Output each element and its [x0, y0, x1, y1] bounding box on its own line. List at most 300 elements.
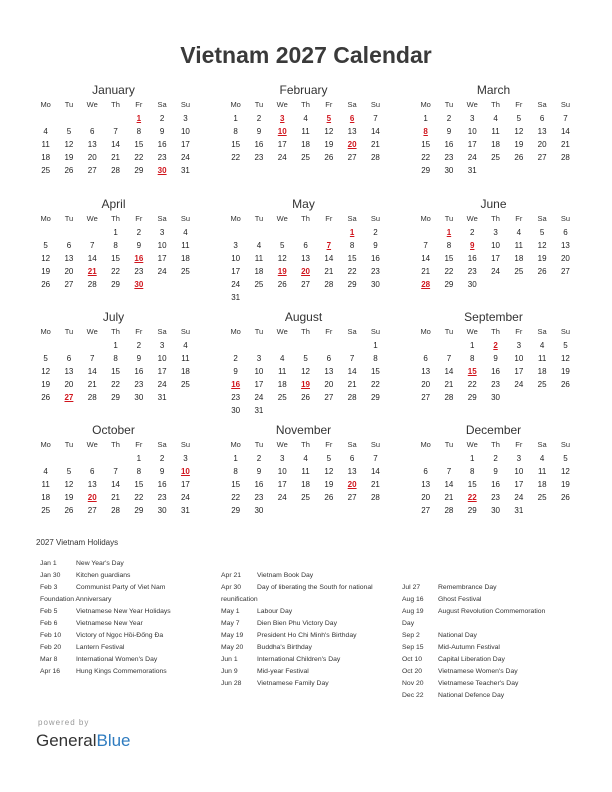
weekday-header: Sa	[347, 214, 357, 223]
day-cell: 26	[560, 380, 570, 389]
holiday-name: Day of liberating the South for national	[257, 584, 373, 591]
day-cell: 23	[491, 380, 500, 389]
page-title: Vietnam 2027 Calendar	[180, 42, 432, 68]
holiday-item	[221, 582, 373, 594]
day-cell: 25	[254, 280, 264, 289]
day-cell: 26	[324, 493, 334, 502]
day-cell: 15	[231, 140, 241, 149]
month-name: February	[279, 83, 328, 97]
holiday-item	[40, 618, 171, 630]
holiday-item	[221, 678, 373, 690]
day-cell: 8	[470, 354, 475, 363]
empty-day-cell	[271, 226, 294, 239]
month-name: September	[464, 310, 523, 324]
day-cell: 6	[539, 114, 545, 123]
brand-logo[interactable]	[36, 731, 131, 751]
day-cell: 11	[254, 254, 264, 263]
day-cell: 18	[277, 380, 287, 389]
weekday-header: Fr	[135, 440, 143, 449]
day-cell: 17	[254, 380, 264, 389]
weekday-header: Fr	[325, 327, 333, 336]
holiday-name: Vietnamese Family Day	[257, 680, 329, 687]
day-cell: 30	[467, 280, 477, 289]
holiday-date: Aug 16	[402, 596, 424, 603]
empty-day-cell	[34, 112, 57, 125]
day-cell: 25	[301, 493, 310, 502]
month-november	[226, 422, 381, 517]
day-cell: 24	[157, 380, 167, 389]
holiday-name: National Defence Day	[438, 692, 505, 699]
day-cell: 15	[467, 480, 477, 489]
holiday-name-continuation: Day	[402, 620, 415, 627]
holiday-day-cell: 28	[421, 280, 431, 289]
day-cell: 29	[134, 506, 144, 515]
holiday-day-cell: 16	[231, 380, 241, 389]
holiday-name: President Ho Chi Minh's Birthday	[257, 632, 357, 639]
day-cell: 9	[159, 467, 165, 476]
empty-day-cell	[81, 452, 104, 465]
day-cell: 20	[64, 380, 74, 389]
day-cell: 12	[514, 127, 524, 136]
day-cell: 29	[467, 506, 477, 515]
weekday-header: Fr	[515, 440, 523, 449]
day-cell: 19	[64, 153, 74, 162]
day-cell: 3	[516, 341, 522, 350]
holiday-day-cell: 30	[157, 166, 167, 175]
day-cell: 17	[157, 367, 167, 376]
day-cell: 31	[180, 166, 190, 175]
day-cell: 6	[303, 241, 308, 250]
day-cell: 9	[493, 467, 498, 476]
day-cell: 4	[516, 228, 522, 237]
holiday-name-continuation: reunification	[221, 596, 258, 603]
day-cell: 20	[324, 380, 334, 389]
day-cell: 7	[90, 354, 95, 363]
day-cell: 2	[159, 454, 165, 463]
holiday-item	[40, 666, 171, 678]
weekday-header: Sa	[537, 440, 547, 449]
day-cell: 28	[87, 393, 97, 402]
weekday-header: Sa	[537, 100, 547, 109]
weekday-header: Th	[491, 214, 500, 223]
holiday-name: Vietnamese New Year Holidays	[76, 608, 171, 615]
holiday-column	[221, 570, 373, 690]
day-cell: 15	[444, 254, 454, 263]
day-cell: 16	[491, 480, 500, 489]
month-january	[36, 82, 191, 177]
day-cell: 20	[537, 140, 547, 149]
day-cell: 27	[87, 506, 97, 515]
holiday-day-cell: 19	[301, 380, 310, 389]
month-february	[226, 82, 381, 164]
day-cell: 27	[347, 153, 357, 162]
weekday-header: Mo	[230, 327, 241, 336]
day-cell: 19	[514, 140, 524, 149]
holidays-title: 2027 Vietnam Holidays	[36, 538, 119, 547]
day-cell: 2	[373, 228, 378, 237]
month-name: January	[92, 83, 135, 97]
day-cell: 28	[560, 153, 570, 162]
holiday-day-cell: 22	[467, 493, 477, 502]
day-cell: 19	[41, 380, 51, 389]
day-cell: 29	[134, 166, 144, 175]
day-cell: 4	[183, 228, 188, 237]
weekday-header: Mo	[230, 100, 241, 109]
empty-day-cell	[247, 226, 270, 239]
holiday-date: Jul 27	[402, 584, 421, 591]
day-cell: 16	[157, 480, 167, 489]
day-cell: 11	[278, 367, 287, 376]
holiday-date: May 19	[221, 632, 244, 639]
day-cell: 8	[136, 127, 142, 136]
holiday-item	[402, 582, 545, 594]
weekday-header: Th	[111, 440, 120, 449]
day-cell: 2	[256, 454, 262, 463]
day-cell: 13	[64, 254, 74, 263]
day-cell: 17	[180, 140, 190, 149]
day-cell: 10	[491, 241, 500, 250]
day-cell: 17	[514, 480, 524, 489]
day-cell: 14	[347, 367, 357, 376]
day-cell: 24	[180, 493, 190, 502]
weekday-header: Sa	[347, 100, 357, 109]
empty-day-cell	[437, 452, 460, 465]
day-cell: 20	[421, 380, 431, 389]
month-name: November	[275, 423, 332, 437]
day-cell: 29	[231, 506, 241, 515]
day-cell: 2	[446, 114, 452, 123]
weekday-header: Tu	[254, 100, 264, 109]
day-cell: 21	[421, 267, 431, 276]
weekday-header: We	[276, 440, 288, 449]
day-cell: 9	[493, 354, 498, 363]
month-name: May	[292, 197, 315, 211]
day-cell: 10	[254, 367, 264, 376]
day-cell: 22	[421, 153, 431, 162]
day-cell: 3	[183, 114, 188, 123]
holiday-day-cell: 6	[349, 114, 355, 123]
day-cell: 25	[180, 267, 190, 276]
weekday-header: Th	[111, 327, 120, 336]
day-cell: 16	[370, 254, 380, 263]
holiday-day-cell: 1	[349, 228, 355, 237]
day-cell: 16	[467, 254, 477, 263]
holiday-item	[221, 630, 373, 642]
holiday-name: August Revolution Commemoration	[438, 608, 546, 615]
day-cell: 26	[64, 166, 74, 175]
holiday-item	[221, 654, 373, 666]
holiday-day-cell: 5	[326, 114, 332, 123]
holiday-date: Jan 30	[40, 572, 61, 579]
holiday-date: Oct 10	[402, 656, 423, 663]
holiday-date: Mar 8	[40, 656, 58, 663]
holiday-name: Dien Bien Phu Victory Day	[257, 620, 337, 627]
day-cell: 5	[563, 341, 568, 350]
empty-day-cell	[81, 112, 104, 125]
weekday-header: Fr	[515, 327, 523, 336]
day-cell: 28	[444, 393, 454, 402]
holiday-date: Apr 30	[221, 584, 242, 591]
weekday-header: Mo	[420, 440, 431, 449]
weekday-header: Sa	[157, 100, 167, 109]
day-cell: 23	[231, 393, 241, 402]
day-cell: 6	[90, 467, 95, 476]
weekday-header: Tu	[444, 100, 454, 109]
day-cell: 27	[421, 506, 431, 515]
day-cell: 12	[537, 241, 547, 250]
day-cell: 3	[470, 114, 475, 123]
day-cell: 14	[87, 254, 97, 263]
holiday-date: Jan 1	[40, 560, 57, 567]
weekday-header: Fr	[135, 214, 143, 223]
day-cell: 4	[539, 454, 545, 463]
month-day-grid	[34, 438, 191, 517]
weekday-header: Tu	[444, 214, 454, 223]
holiday-name-continuation: Foundation Anniversary	[40, 596, 112, 603]
day-cell: 10	[157, 241, 167, 250]
day-cell: 7	[373, 454, 378, 463]
day-cell: 11	[41, 480, 50, 489]
day-cell: 14	[111, 140, 120, 149]
empty-day-cell	[414, 339, 437, 352]
day-cell: 18	[301, 480, 310, 489]
weekday-header: We	[466, 327, 478, 336]
day-cell: 23	[491, 493, 500, 502]
holiday-day-cell: 8	[423, 127, 428, 136]
weekday-header: Mo	[420, 327, 431, 336]
day-cell: 5	[516, 114, 522, 123]
holiday-item	[402, 666, 545, 678]
day-cell: 18	[180, 367, 190, 376]
day-cell: 20	[87, 153, 97, 162]
month-april	[36, 196, 191, 291]
day-cell: 21	[370, 140, 380, 149]
holiday-item	[402, 642, 545, 654]
month-march	[416, 82, 571, 177]
holiday-name: Labour Day	[257, 608, 293, 615]
day-cell: 3	[159, 341, 165, 350]
empty-day-cell	[57, 452, 80, 465]
empty-day-cell	[34, 226, 57, 239]
day-cell: 6	[423, 467, 428, 476]
day-cell: 27	[301, 280, 310, 289]
holiday-date: May 20	[221, 644, 244, 651]
day-cell: 10	[514, 354, 524, 363]
weekday-header: Mo	[40, 214, 51, 223]
day-cell: 22	[467, 380, 477, 389]
day-cell: 12	[277, 254, 287, 263]
weekday-header: Fr	[135, 100, 143, 109]
holiday-date: Dec 22	[402, 692, 424, 699]
day-cell: 25	[491, 153, 500, 162]
day-cell: 16	[254, 480, 264, 489]
weekday-header: Fr	[325, 440, 333, 449]
empty-day-cell	[57, 339, 80, 352]
day-cell: 11	[181, 354, 190, 363]
day-cell: 6	[90, 127, 95, 136]
day-cell: 13	[347, 467, 357, 476]
day-cell: 16	[444, 140, 454, 149]
holiday-name: Buddha's Birthday	[257, 644, 312, 651]
weekday-header: Su	[180, 440, 191, 449]
holiday-name: Remembrance Day	[438, 584, 497, 591]
day-cell: 26	[277, 280, 287, 289]
day-cell: 18	[180, 254, 190, 263]
powered-by-text: powered by	[38, 718, 90, 727]
holiday-date: Nov 20	[402, 680, 424, 687]
day-cell: 11	[181, 241, 190, 250]
weekday-header: Mo	[40, 327, 51, 336]
day-cell: 15	[231, 480, 241, 489]
day-cell: 24	[157, 267, 167, 276]
holiday-date: May 1	[221, 608, 240, 615]
day-cell: 10	[180, 127, 190, 136]
day-cell: 29	[421, 166, 431, 175]
holiday-day-cell: 15	[467, 367, 477, 376]
day-cell: 24	[277, 153, 287, 162]
day-cell: 8	[233, 127, 238, 136]
day-cell: 21	[444, 493, 454, 502]
holiday-item	[402, 606, 545, 618]
day-cell: 6	[326, 354, 332, 363]
day-cell: 3	[280, 454, 285, 463]
day-cell: 24	[231, 280, 241, 289]
day-cell: 12	[41, 254, 51, 263]
day-cell: 2	[136, 341, 142, 350]
holiday-name: Vietnamese New Year	[76, 620, 143, 627]
day-cell: 18	[491, 140, 500, 149]
day-cell: 5	[43, 241, 48, 250]
day-cell: 2	[493, 454, 498, 463]
day-cell: 9	[136, 241, 142, 250]
weekday-header: Tu	[64, 327, 74, 336]
day-cell: 11	[491, 127, 500, 136]
month-day-grid	[34, 325, 191, 404]
day-cell: 16	[254, 140, 264, 149]
day-cell: 9	[373, 241, 378, 250]
holiday-item	[221, 642, 373, 654]
day-cell: 15	[421, 140, 431, 149]
day-cell: 21	[560, 140, 570, 149]
weekday-header: Tu	[444, 440, 454, 449]
weekday-header: We	[466, 100, 478, 109]
weekday-header: Su	[560, 214, 571, 223]
day-cell: 28	[87, 280, 97, 289]
day-cell: 23	[134, 267, 144, 276]
day-cell: 21	[444, 380, 454, 389]
day-cell: 7	[113, 467, 118, 476]
weekday-header: Su	[180, 214, 191, 223]
day-cell: 15	[370, 367, 380, 376]
day-cell: 7	[373, 114, 378, 123]
day-cell: 21	[111, 153, 120, 162]
day-cell: 9	[256, 127, 262, 136]
day-cell: 29	[111, 280, 120, 289]
day-cell: 6	[66, 241, 72, 250]
weekday-header: We	[86, 214, 98, 223]
holiday-name: Mid-year Festival	[257, 668, 309, 675]
day-cell: 23	[444, 153, 454, 162]
weekday-header: Mo	[230, 440, 241, 449]
day-cell: 3	[159, 228, 165, 237]
weekday-header: Th	[111, 100, 120, 109]
day-cell: 25	[277, 393, 287, 402]
day-cell: 8	[349, 241, 355, 250]
day-cell: 14	[444, 480, 454, 489]
holiday-name: Ghost Festival	[438, 596, 482, 603]
day-cell: 28	[111, 506, 120, 515]
day-cell: 22	[370, 380, 380, 389]
day-cell: 18	[301, 140, 310, 149]
holiday-date: Feb 20	[40, 644, 62, 651]
holiday-date: Oct 20	[402, 668, 423, 675]
month-name: April	[101, 197, 126, 211]
weekday-header: Tu	[254, 440, 264, 449]
day-cell: 8	[446, 241, 452, 250]
weekday-header: Th	[301, 214, 310, 223]
day-cell: 11	[301, 127, 310, 136]
empty-day-cell	[271, 339, 294, 352]
empty-day-cell	[317, 339, 340, 352]
weekday-header: Th	[491, 440, 500, 449]
day-cell: 25	[180, 380, 190, 389]
holiday-item	[40, 642, 171, 654]
day-cell: 11	[41, 140, 50, 149]
holiday-date: May 7	[221, 620, 240, 627]
holiday-item	[221, 606, 373, 618]
month-day-grid	[224, 438, 381, 517]
holiday-name: Vietnam Book Day	[257, 572, 314, 579]
day-cell: 8	[113, 241, 118, 250]
holiday-date: Jun 28	[221, 680, 242, 687]
holiday-name: National Day	[438, 632, 477, 639]
day-cell: 3	[493, 228, 498, 237]
day-cell: 26	[41, 280, 51, 289]
day-cell: 17	[467, 140, 477, 149]
day-cell: 17	[231, 267, 241, 276]
weekday-header: Su	[180, 100, 191, 109]
month-day-grid	[224, 212, 381, 304]
day-cell: 27	[537, 153, 547, 162]
weekday-header: Tu	[254, 327, 264, 336]
day-cell: 22	[444, 267, 454, 276]
day-cell: 17	[277, 480, 287, 489]
holiday-date: Aug 19	[402, 608, 424, 615]
empty-day-cell	[34, 339, 57, 352]
weekday-header: Su	[180, 327, 191, 336]
day-cell: 16	[491, 367, 500, 376]
day-cell: 28	[370, 153, 380, 162]
day-cell: 20	[421, 493, 431, 502]
empty-day-cell	[317, 226, 340, 239]
day-cell: 5	[539, 228, 545, 237]
holiday-date: Feb 5	[40, 608, 58, 615]
month-name: July	[102, 310, 125, 324]
day-cell: 16	[157, 140, 167, 149]
day-cell: 29	[370, 393, 380, 402]
day-cell: 13	[301, 254, 310, 263]
day-cell: 18	[537, 367, 547, 376]
day-cell: 17	[180, 480, 190, 489]
day-cell: 30	[370, 280, 380, 289]
day-cell: 12	[301, 367, 310, 376]
weekday-header: We	[466, 440, 478, 449]
day-cell: 5	[303, 354, 308, 363]
day-cell: 4	[303, 114, 308, 123]
day-cell: 27	[324, 393, 334, 402]
day-cell: 22	[134, 153, 144, 162]
month-name: June	[480, 197, 507, 211]
